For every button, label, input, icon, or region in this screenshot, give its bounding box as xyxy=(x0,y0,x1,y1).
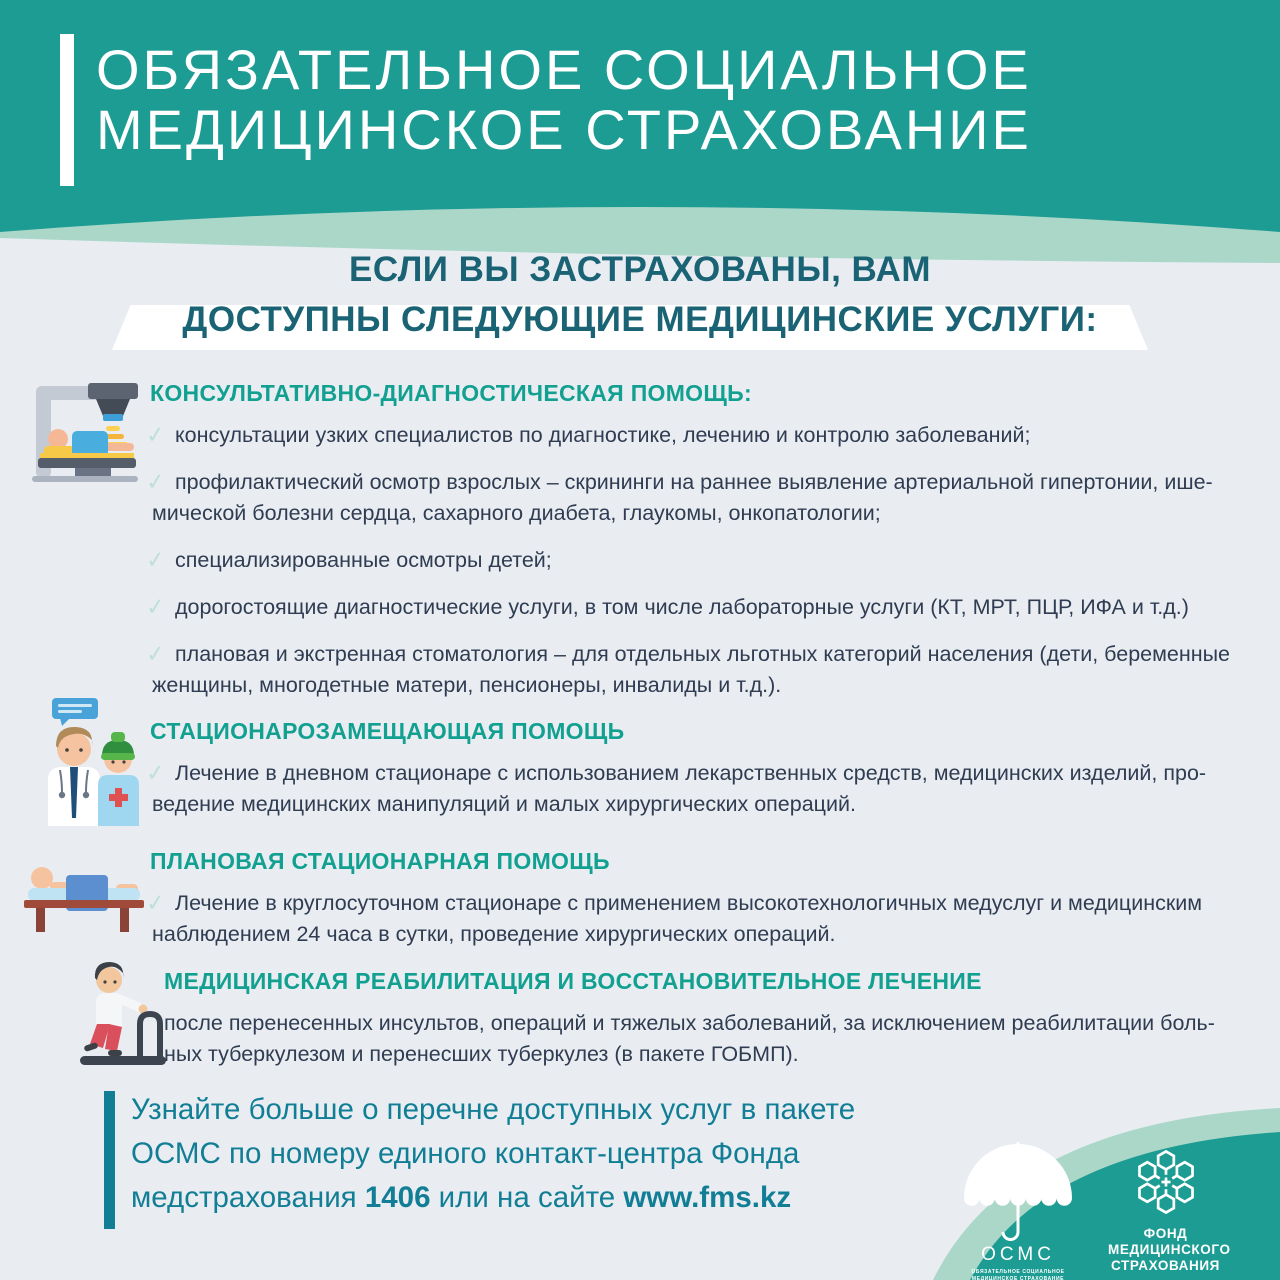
osms-logo xyxy=(958,1142,1078,1280)
osms-logo-subtext-line1: ОБЯЗАТЕЛЬНОЕ СОЦИАЛЬНОЕ xyxy=(971,1269,1065,1275)
footer-accent-bar xyxy=(104,1091,115,1229)
header-accent-bar xyxy=(60,34,74,186)
bullet-text: мической болезни сердца, сахарного диабета, глаукомы, онкопатологии; xyxy=(152,501,881,525)
bullet-item xyxy=(146,592,1260,623)
bullet-item xyxy=(146,545,1260,576)
page-title-line2: МЕДИЦИНСКОЕ СТРАХОВАНИЕ xyxy=(96,98,1032,161)
fund-logo-line2: МЕДИЦИНСКОГО xyxy=(1108,1242,1231,1257)
fund-logo-line1: ФОНД xyxy=(1143,1226,1188,1241)
checkmark-icon: ✓ xyxy=(144,421,167,450)
bullet-item xyxy=(146,467,1260,529)
osms-logo-subtext xyxy=(958,1269,1078,1280)
bullet-text: профилактический осмотр взрослых – скрининги на раннее выявление артериальной гипертонии, ише- xyxy=(175,470,1213,494)
fund-logo-text xyxy=(1108,1226,1231,1274)
bullet-item xyxy=(146,420,1260,451)
bullet-text: Лечение в круглосуточном стационаре с применением высокотехнологичных медуслуг и медицинским xyxy=(175,891,1203,915)
website-url: www.fms.kz xyxy=(623,1181,792,1214)
section-heading: ПЛАНОВАЯ СТАЦИОНАРНАЯ ПОМОЩЬ xyxy=(150,848,610,874)
footer-info xyxy=(131,1088,855,1220)
paragraph-text: после перенесенных инсультов, операций и тяжелых заболеваний, за исключением реабилитации боль- xyxy=(164,1011,1215,1035)
doctor-and-patient-icon xyxy=(36,696,141,828)
bullet-text: специализированные осмотры детей; xyxy=(175,548,552,572)
fund-logo-line3: СТРАХОВАНИЯ xyxy=(1111,1258,1220,1273)
paragraph xyxy=(146,1008,1260,1070)
footer-info-line3 xyxy=(131,1176,855,1220)
paragraph-text: ных туберкулезом и перенесших туберкулез (в пакете ГОБМП). xyxy=(164,1042,799,1066)
hospital-bed-icon xyxy=(20,850,148,934)
footer-info-line3-middle: или на сайте xyxy=(430,1181,624,1214)
page-title-line1: ОБЯЗАТЕЛЬНОЕ СОЦИАЛЬНОЕ xyxy=(96,38,1032,101)
bullet-item xyxy=(146,639,1260,701)
checkmark-icon: ✓ xyxy=(144,759,167,788)
contact-phone: 1406 xyxy=(364,1181,431,1214)
osms-logo-subtext-line2: МЕДИЦИНСКОЕ СТРАХОВАНИЕ xyxy=(971,1276,1065,1280)
subtitle-line2: ДОСТУПНЫ СЛЕДУЮЩИЕ МЕДИЦИНСКИЕ УСЛУГИ: xyxy=(182,300,1098,339)
section-heading: МЕДИЦИНСКАЯ РЕАБИЛИТАЦИЯ И ВОССТАНОВИТЕЛЬНОЕ ЛЕЧЕНИЕ xyxy=(164,968,982,994)
osms-logo-label: ОСМС xyxy=(981,1244,1055,1265)
radiation-therapy-machine-icon xyxy=(28,376,143,484)
subtitle-line1: ЕСЛИ ВЫ ЗАСТРАХОВАНЫ, ВАМ xyxy=(348,250,932,289)
checkmark-icon: ✓ xyxy=(144,889,167,918)
footer-info-line3-prefix: медстрахования xyxy=(131,1181,365,1214)
section-planned-inpatient-care xyxy=(146,848,1260,966)
checkmark-icon: ✓ xyxy=(144,640,167,669)
footer-info-line2: ОСМС по номеру единого контакт-центра Фонда xyxy=(131,1137,800,1170)
section-consultative-diagnostic xyxy=(146,380,1260,717)
section-hospital-replacing-care xyxy=(146,718,1260,836)
umbrella-icon xyxy=(963,1142,1073,1242)
checkmark-icon: ✓ xyxy=(144,593,167,622)
page-title xyxy=(96,40,1032,160)
checkmark-icon: ✓ xyxy=(144,546,167,575)
section-medical-rehabilitation xyxy=(146,968,1260,1086)
bullet-text: Лечение в дневном стационаре с использованием лекарственных средств, медицинских изделий, про- xyxy=(175,761,1207,785)
snowflake-emblem-icon xyxy=(1129,1146,1203,1218)
footer-info-line1: Узнайте больше о перечне доступных услуг в пакете xyxy=(131,1093,856,1126)
medical-insurance-fund-logo xyxy=(1108,1146,1231,1274)
bullet-item xyxy=(146,758,1260,820)
bullet-text: наблюдением 24 часа в сутки, проведение хирургических операций. xyxy=(152,922,836,946)
bullet-text: ведение медицинских манипуляций и малых хирургических операций. xyxy=(152,792,856,816)
checkmark-icon: ✓ xyxy=(144,468,167,497)
bullet-text: плановая и экстренная стоматология – для отдельных льготных категорий населения (дети, беременные xyxy=(175,642,1231,666)
bullet-text: дорогостоящие диагностические услуги, в том числе лабораторные услуги (КТ, МРТ, ПЦР, ИФА и т.д.) xyxy=(175,595,1189,619)
bullet-text: женщины, многодетные матери, пенсионеры, инвалиды и т.д.). xyxy=(152,673,782,697)
section-heading: КОНСУЛЬТАТИВНО-ДИАГНОСТИЧЕСКАЯ ПОМОЩЬ: xyxy=(150,380,752,406)
bullet-text: консультации узких специалистов по диагностике, лечению и контролю заболеваний; xyxy=(175,423,1031,447)
bullet-item xyxy=(146,888,1260,950)
section-heading: СТАЦИОНАРОЗАМЕЩАЮЩАЯ ПОМОЩЬ xyxy=(150,718,625,744)
